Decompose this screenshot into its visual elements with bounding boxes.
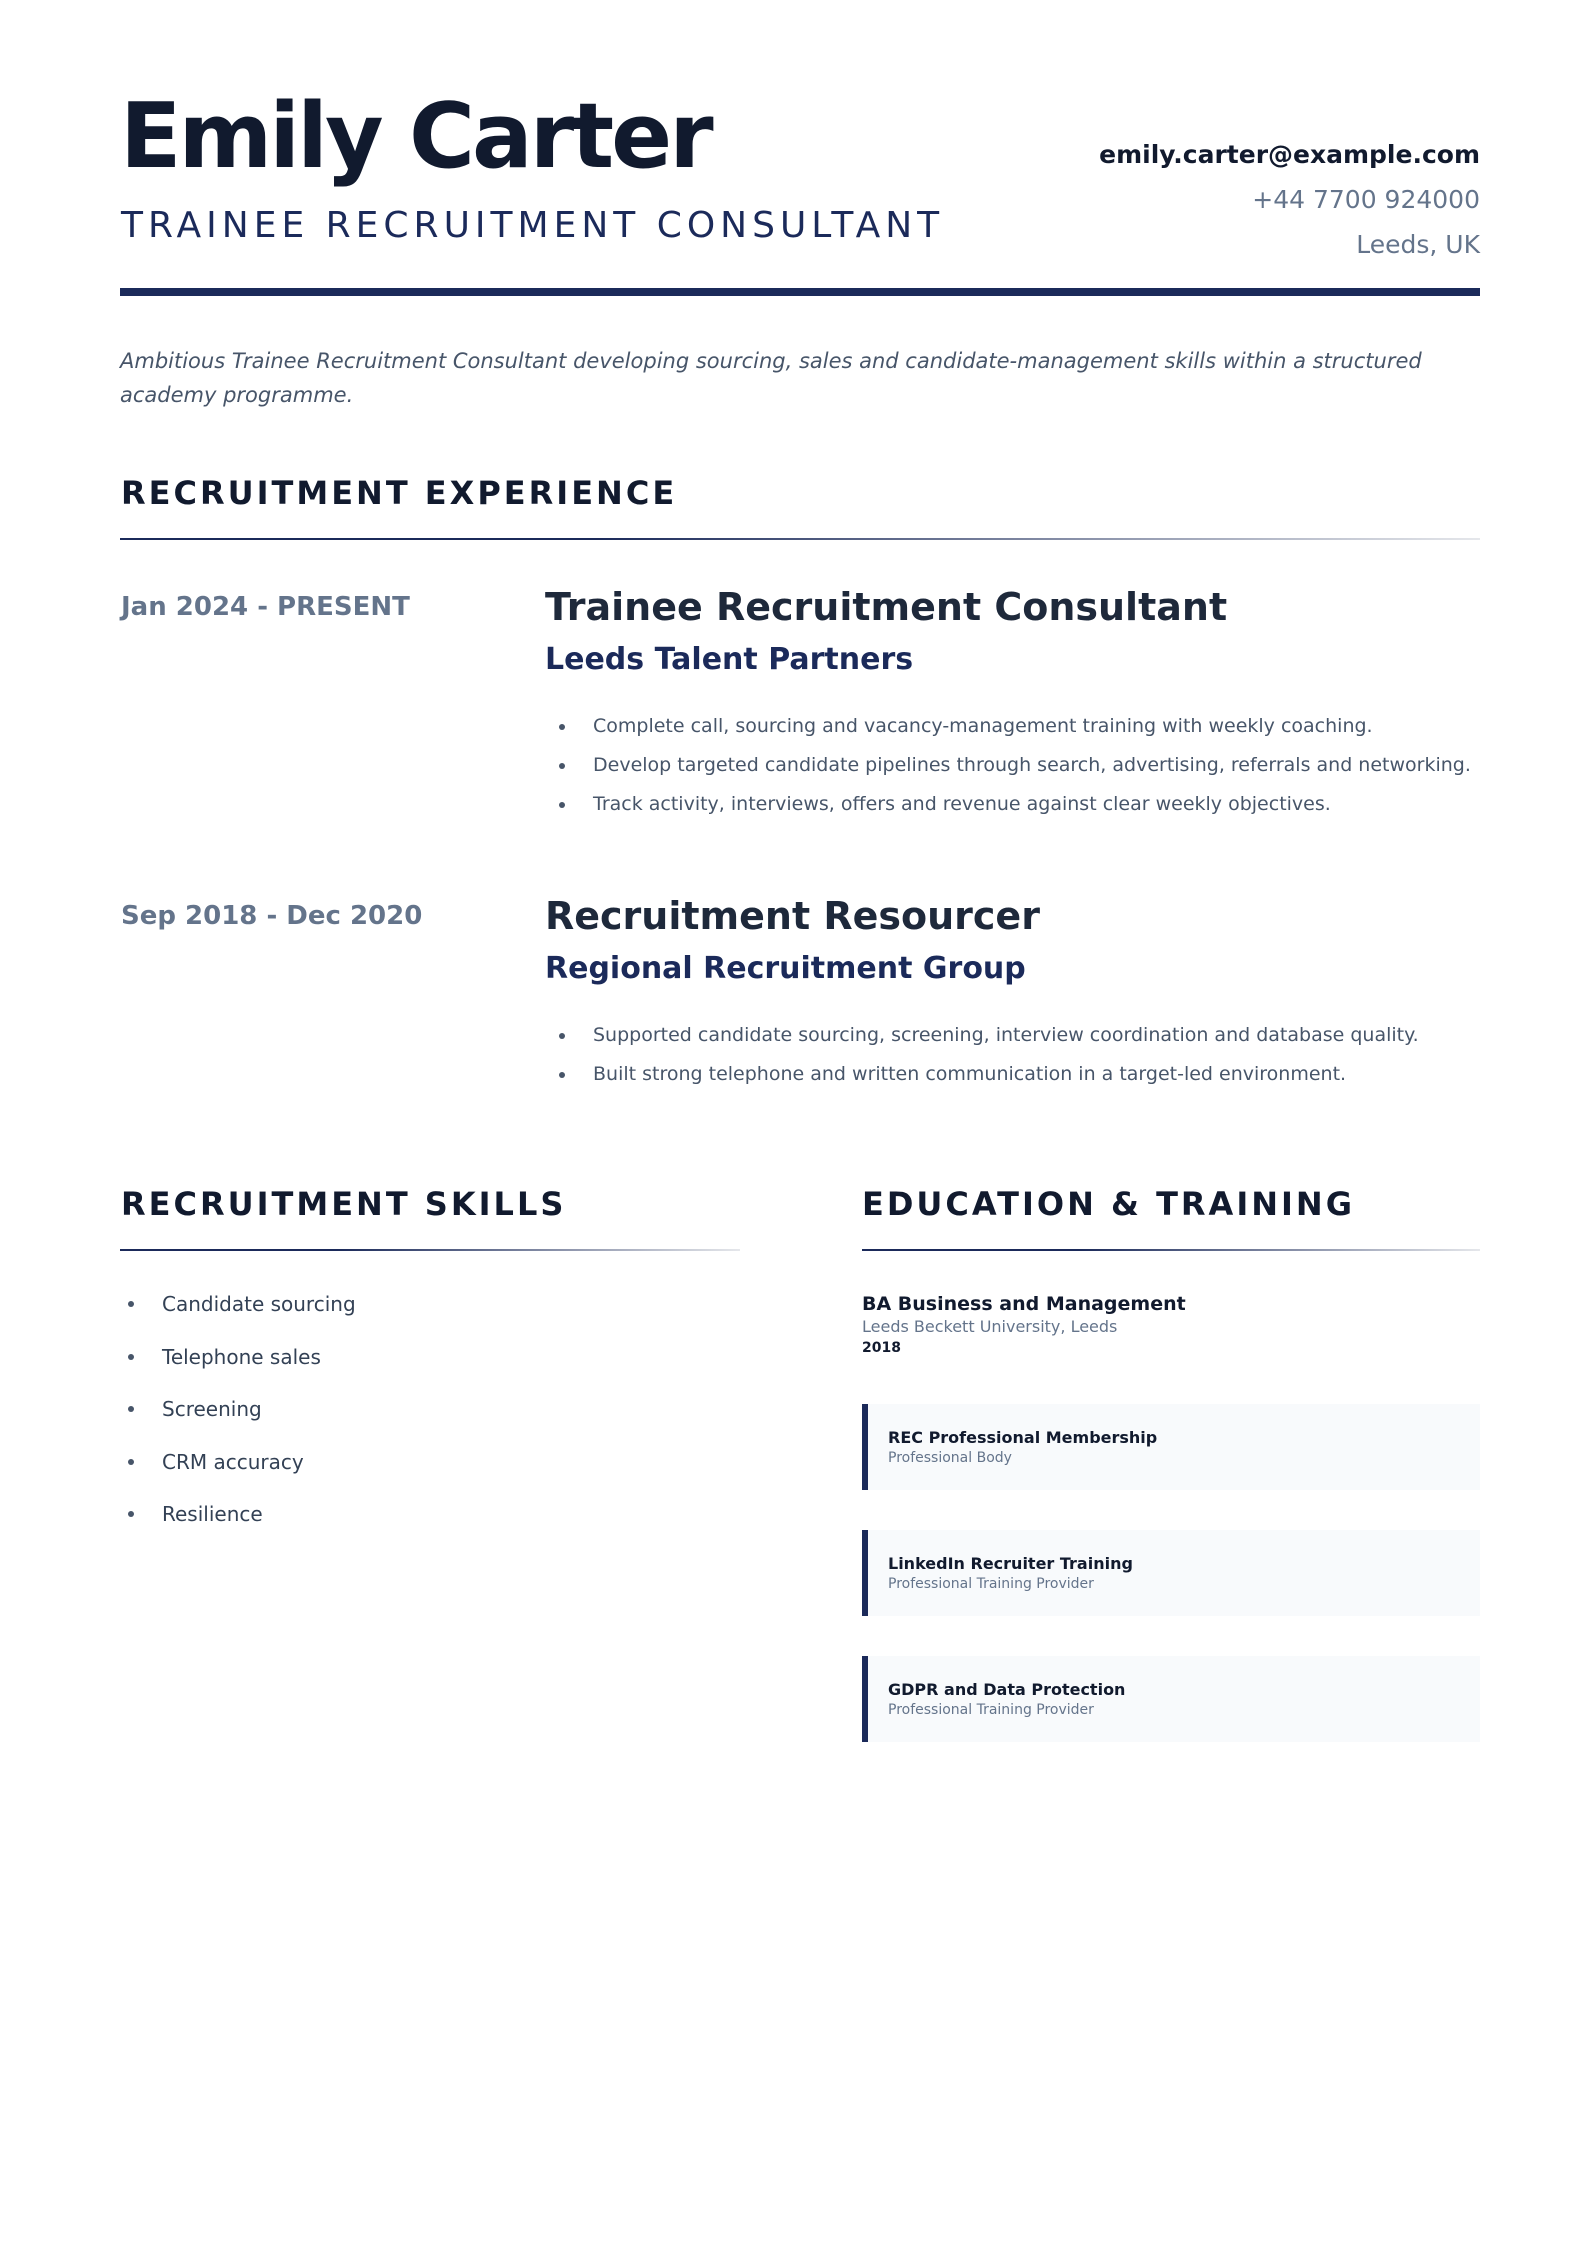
contact-location: Leeds, UK: [1356, 230, 1480, 259]
skill-item: Telephone sales: [120, 1344, 356, 1397]
contact-block: [1099, 132, 1480, 267]
skills-list: [120, 1291, 356, 1554]
certification-card: [862, 1404, 1480, 1490]
certification-org: Professional Training Provider: [888, 1702, 1094, 1718]
certification-card: [862, 1530, 1480, 1616]
candidate-name: Emily Carter: [120, 84, 711, 189]
graduation-year: 2018: [862, 1340, 901, 1356]
profile-summary: Ambitious Trainee Recruitment Consultant developing sourcing, sales and candidate-management skills within a structured academy programme.: [120, 349, 1422, 407]
certification-card: [862, 1656, 1480, 1742]
job-company: Regional Recruitment Group: [545, 951, 1026, 986]
contact-phone: +44 7700 924000: [1252, 185, 1480, 214]
job-entry: [545, 585, 1485, 824]
education-entry: [862, 1292, 1186, 1358]
job-dates: Sep 2018 - Dec 2020: [121, 901, 423, 931]
contact-email: emily.carter@example.com: [1099, 140, 1480, 169]
job-entry: [545, 894, 1485, 1094]
education-heading: EDUCATION & TRAINING: [862, 1185, 1355, 1223]
header-divider: [120, 288, 1480, 296]
skill-item: Screening: [120, 1396, 356, 1449]
certification-org: Professional Body: [888, 1450, 1012, 1466]
job-bullet: Supported candidate sourcing, screening, interview coordination and database quality.: [545, 1016, 1485, 1055]
certification-org: Professional Training Provider: [888, 1576, 1094, 1592]
job-bullet: Track activity, interviews, offers and revenue against clear weekly objectives.: [545, 785, 1485, 824]
skill-item: CRM accuracy: [120, 1449, 356, 1502]
skill-item: Candidate sourcing: [120, 1291, 356, 1344]
experience-divider: [120, 538, 1480, 540]
skill-item: Resilience: [120, 1501, 356, 1554]
school-name: Leeds Beckett University, Leeds: [862, 1317, 1118, 1336]
certification-name: GDPR and Data Protection: [888, 1680, 1126, 1699]
job-title: Trainee Recruitment Consultant: [545, 585, 1228, 629]
degree-name: BA Business and Management: [862, 1293, 1186, 1315]
job-bullet: Built strong telephone and written communication in a target-led environment.: [545, 1055, 1485, 1094]
certification-name: REC Professional Membership: [888, 1428, 1158, 1447]
candidate-role: TRAINEE RECRUITMENT CONSULTANT: [121, 205, 945, 246]
education-divider: [862, 1249, 1480, 1251]
experience-heading: RECRUITMENT EXPERIENCE: [121, 474, 678, 512]
job-bullets: [545, 707, 1485, 824]
job-dates: Jan 2024 - PRESENT: [121, 592, 410, 622]
job-title: Recruitment Resourcer: [545, 894, 1040, 938]
skills-heading: RECRUITMENT SKILLS: [121, 1185, 567, 1223]
job-bullet: Complete call, sourcing and vacancy-management training with weekly coaching.: [545, 707, 1485, 746]
job-bullet: Develop targeted candidate pipelines through search, advertising, referrals and networking.: [545, 746, 1485, 785]
certification-name: LinkedIn Recruiter Training: [888, 1554, 1133, 1573]
job-company: Leeds Talent Partners: [545, 642, 914, 677]
job-bullets: [545, 1016, 1485, 1094]
skills-divider: [120, 1249, 740, 1251]
